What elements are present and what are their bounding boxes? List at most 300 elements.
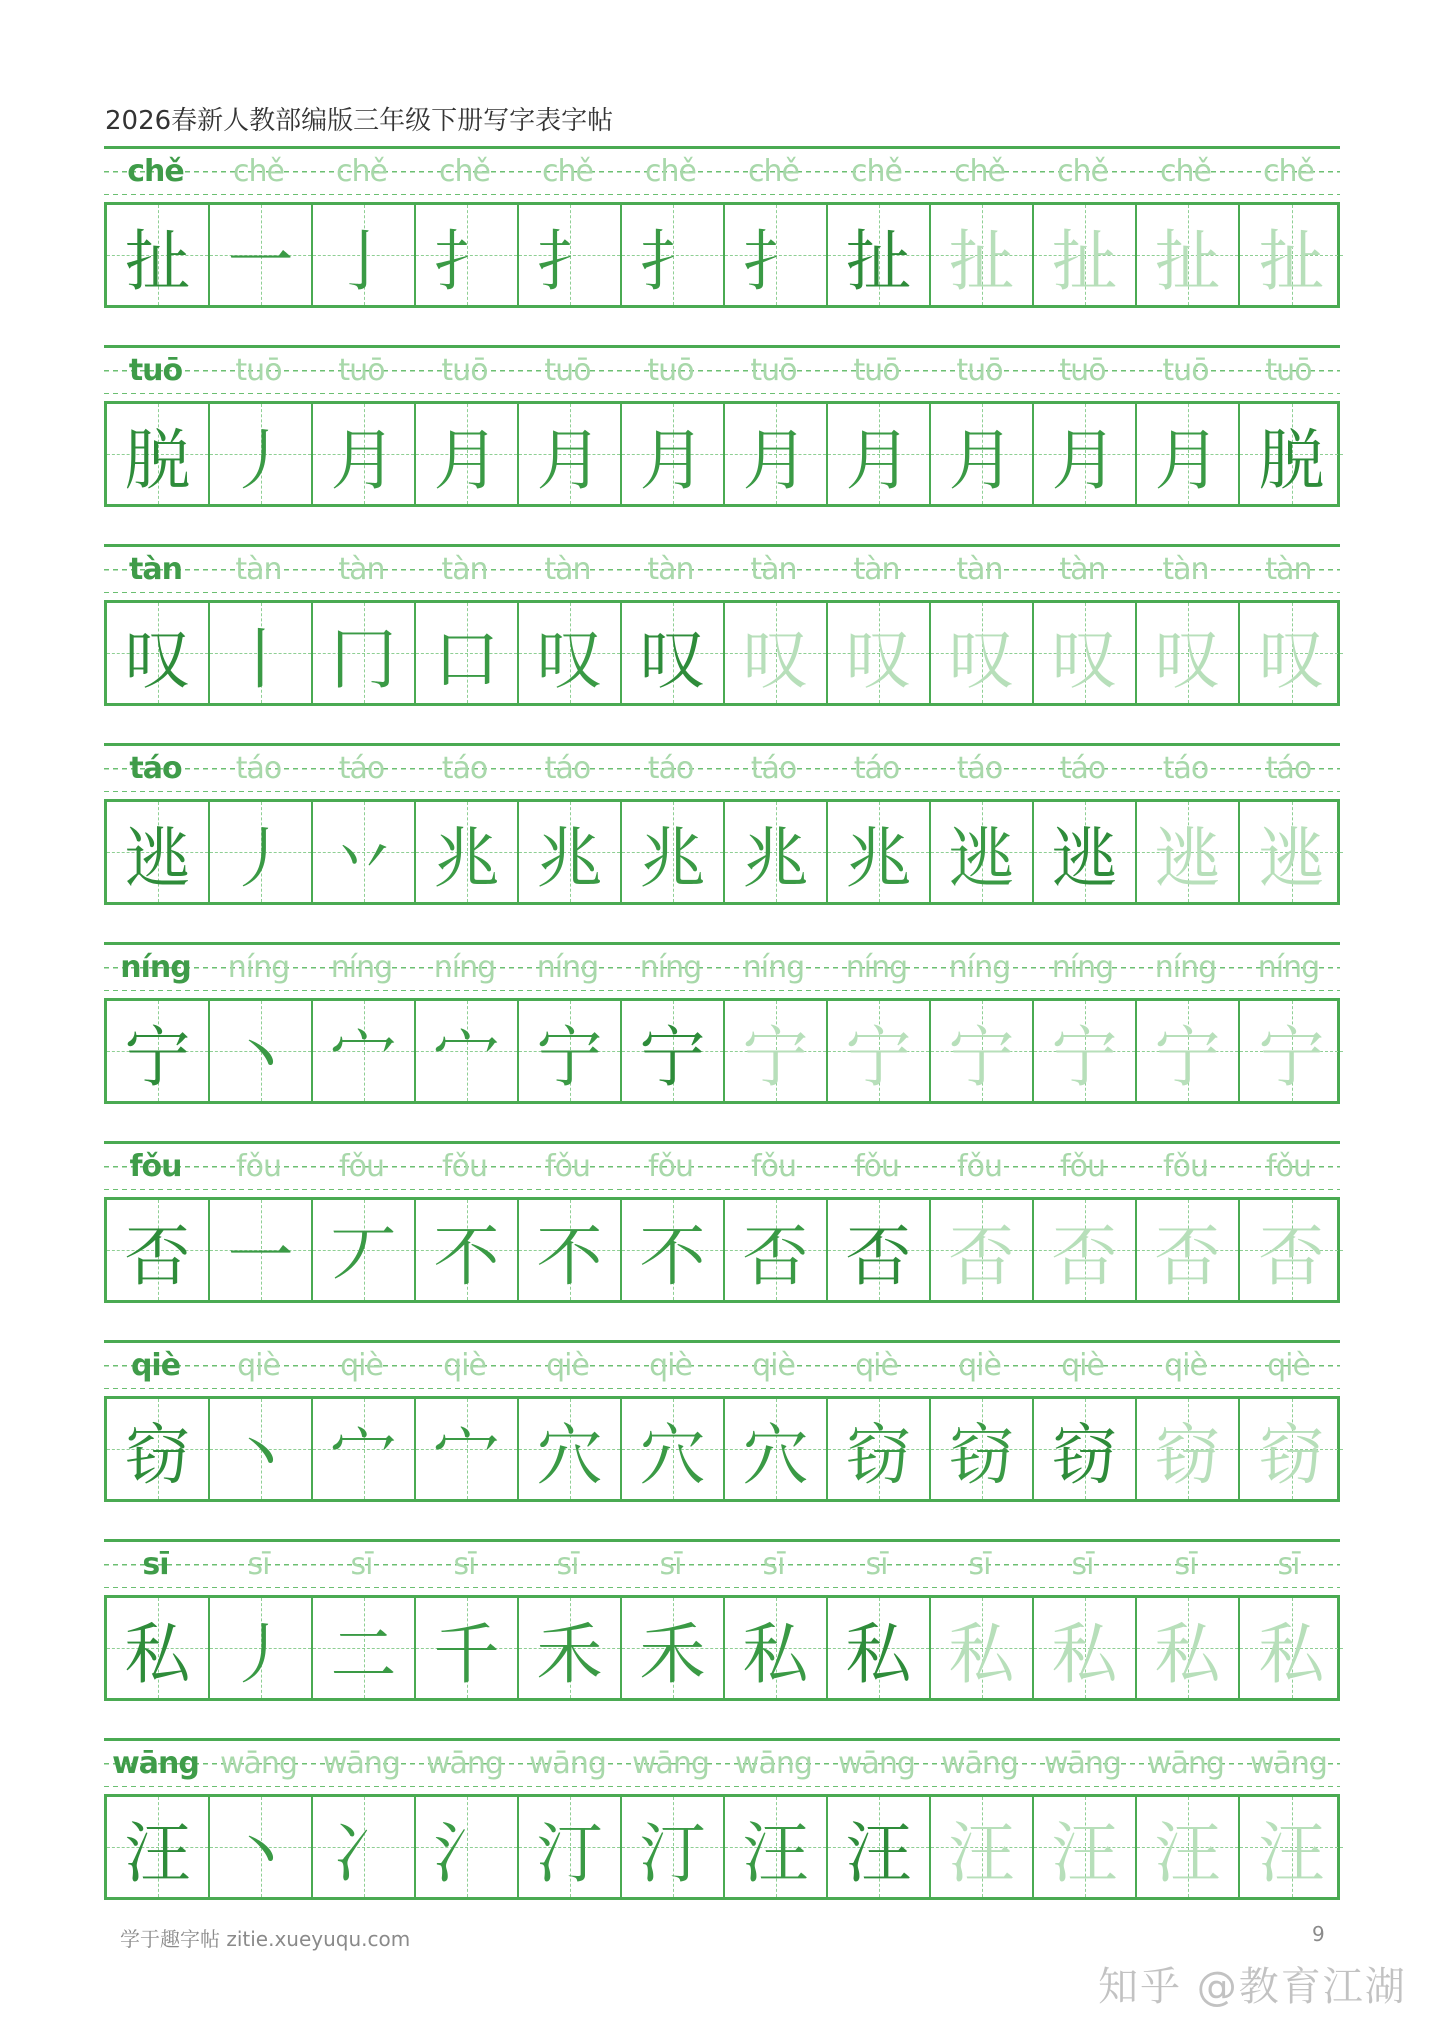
stroke-step: 丿 (227, 421, 294, 499)
stroke-step: 汪 (742, 1814, 809, 1892)
pinyin-band (104, 743, 1340, 792)
stroke-step: 月 (536, 421, 603, 499)
pinyin-trace: wāng (529, 1746, 606, 1781)
model-character: 汪 (124, 1814, 191, 1892)
grid-cell (1137, 1200, 1240, 1300)
stroke-step: 一 (227, 1217, 294, 1295)
pinyin-trace: níng (1051, 950, 1114, 985)
stroke-step: 汀 (536, 1814, 603, 1892)
pinyin-trace: wāng (1044, 1746, 1121, 1781)
stroke-step: 扯 (845, 222, 912, 300)
stroke-step: 丷 (330, 819, 397, 897)
model-character: 宁 (124, 1018, 191, 1096)
grid-cell (210, 404, 313, 504)
pinyin-trace: táo (956, 751, 1003, 786)
pinyin-trace: táo (1162, 751, 1209, 786)
pinyin-trace: tàn (647, 552, 694, 587)
pinyin-trace: fǒu (751, 1149, 796, 1184)
grid-cell (416, 1797, 519, 1897)
stroke-step: 月 (948, 421, 1015, 499)
stroke-step: 兆 (639, 819, 706, 897)
stroke-step: 逃 (1051, 819, 1118, 897)
grid-cell (931, 802, 1034, 902)
grid-cell (1137, 802, 1240, 902)
pinyin-label: wāng (112, 1746, 199, 1781)
pinyin-trace: qiè (855, 1348, 898, 1383)
character-grid (104, 600, 1340, 706)
stroke-step: 否 (742, 1217, 809, 1295)
trace-character: 否 (1154, 1217, 1221, 1295)
pinyin-trace: níng (639, 950, 702, 985)
pinyin-trace: sī (1071, 1547, 1094, 1582)
pinyin-trace: fǒu (648, 1149, 693, 1184)
character-grid (104, 1794, 1340, 1900)
trace-character: 宁 (1051, 1018, 1118, 1096)
grid-cell (107, 1598, 210, 1698)
pinyin-trace: qiè (546, 1348, 589, 1383)
pinyin-trace: tàn (750, 552, 797, 587)
trace-character: 宁 (742, 1018, 809, 1096)
pinyin-trace: tàn (235, 552, 282, 587)
grid-cell (828, 1399, 931, 1499)
grid-cell (828, 1200, 931, 1300)
stroke-step: 宀 (433, 1018, 500, 1096)
stroke-step: 宀 (330, 1416, 397, 1494)
grid-cell (828, 603, 931, 703)
model-character: 逃 (124, 819, 191, 897)
pinyin-trace: sī (968, 1547, 991, 1582)
grid-cell (519, 603, 622, 703)
grid-cell (1240, 205, 1343, 305)
grid-cell (519, 1200, 622, 1300)
trace-character: 逃 (1258, 819, 1325, 897)
pinyin-trace: wāng (426, 1746, 503, 1781)
grid-cell (519, 1001, 622, 1101)
pinyin-trace: qiè (649, 1348, 692, 1383)
pinyin-trace: qiè (340, 1348, 383, 1383)
pinyin-trace: wāng (632, 1746, 709, 1781)
pinyin-trace: qiè (752, 1348, 795, 1383)
trace-character: 叹 (1051, 620, 1118, 698)
trace-character: 扯 (948, 222, 1015, 300)
pinyin-trace: tuō (338, 353, 385, 388)
pinyin-trace: táo (750, 751, 797, 786)
stroke-step: 叹 (536, 620, 603, 698)
pinyin-label: chě (127, 154, 184, 189)
stroke-step: 月 (433, 421, 500, 499)
grid-cell (725, 1399, 828, 1499)
grid-cell (107, 404, 210, 504)
trace-character: 扯 (1154, 222, 1221, 300)
stroke-step: 氵 (433, 1814, 500, 1892)
pinyin-trace: wāng (735, 1746, 812, 1781)
stroke-step: 兆 (433, 819, 500, 897)
pinyin-trace: fǒu (236, 1149, 281, 1184)
grid-cell (931, 1399, 1034, 1499)
grid-cell (931, 1200, 1034, 1300)
stroke-step: 扌 (536, 222, 603, 300)
stroke-step: 扌 (742, 222, 809, 300)
model-character: 私 (124, 1615, 191, 1693)
grid-cell (210, 1598, 313, 1698)
stroke-step: 不 (639, 1217, 706, 1295)
pinyin-trace: tàn (338, 552, 385, 587)
pinyin-trace: tàn (544, 552, 591, 587)
grid-cell (107, 205, 210, 305)
pinyin-trace: qiè (237, 1348, 280, 1383)
pinyin-trace: wāng (1147, 1746, 1224, 1781)
grid-cell (1034, 1001, 1137, 1101)
grid-cell (416, 1399, 519, 1499)
pinyin-trace: tuō (750, 353, 797, 388)
grid-cell (725, 1001, 828, 1101)
pinyin-band (104, 1539, 1340, 1588)
grid-cell (622, 1399, 725, 1499)
grid-cell (1034, 1598, 1137, 1698)
grid-cell (828, 205, 931, 305)
grid-cell (1240, 404, 1343, 504)
trace-character: 汪 (1154, 1814, 1221, 1892)
practice-row (104, 1340, 1340, 1520)
stroke-step: 宀 (433, 1416, 500, 1494)
grid-cell (1137, 404, 1240, 504)
grid-cell (210, 603, 313, 703)
pinyin-trace: níng (536, 950, 599, 985)
pinyin-trace: tàn (441, 552, 488, 587)
grid-cell (1240, 603, 1343, 703)
stroke-step: 私 (742, 1615, 809, 1693)
pinyin-band (104, 146, 1340, 195)
grid-cell (725, 1598, 828, 1698)
pinyin-trace: tuō (853, 353, 900, 388)
grid-cell (416, 205, 519, 305)
stroke-step: 否 (845, 1217, 912, 1295)
trace-character: 汪 (1051, 1814, 1118, 1892)
trace-character: 叹 (845, 620, 912, 698)
pinyin-trace: tuō (441, 353, 488, 388)
stroke-step: 兆 (742, 819, 809, 897)
grid-cell (1240, 802, 1343, 902)
trace-character: 私 (1154, 1615, 1221, 1693)
character-grid (104, 202, 1340, 308)
grid-cell (828, 1797, 931, 1897)
grid-cell (313, 1399, 416, 1499)
pinyin-trace: tuō (1265, 353, 1312, 388)
pinyin-label: tàn (129, 552, 182, 587)
stroke-step: 汪 (845, 1814, 912, 1892)
pinyin-trace: chě (748, 154, 799, 189)
practice-row (104, 743, 1340, 923)
pinyin-label: fǒu (129, 1149, 182, 1184)
grid-cell (1034, 205, 1137, 305)
grid-cell (107, 1001, 210, 1101)
pinyin-trace: qiè (958, 1348, 1001, 1383)
pinyin-band (104, 1340, 1340, 1389)
pinyin-trace: níng (742, 950, 805, 985)
pinyin-trace: chě (233, 154, 284, 189)
grid-cell (107, 1399, 210, 1499)
grid-cell (931, 1598, 1034, 1698)
pinyin-band (104, 1141, 1340, 1190)
pinyin-trace: fǒu (442, 1149, 487, 1184)
watermark-text: 知乎 @教育江湖 (1098, 1964, 1407, 2010)
stroke-step: 穴 (639, 1416, 706, 1494)
stroke-step: 穴 (536, 1416, 603, 1494)
stroke-step: 二 (330, 1615, 397, 1693)
pinyin-trace: níng (1257, 950, 1320, 985)
stroke-step: 禾 (536, 1615, 603, 1693)
grid-cell (725, 404, 828, 504)
pinyin-trace: chě (336, 154, 387, 189)
grid-cell (107, 802, 210, 902)
model-character: 脱 (124, 421, 191, 499)
stroke-step: 丨 (227, 620, 294, 698)
stroke-step: 一 (227, 222, 294, 300)
grid-cell (107, 1797, 210, 1897)
stroke-step: 口 (433, 620, 500, 698)
pinyin-trace: chě (1057, 154, 1108, 189)
trace-character: 私 (948, 1615, 1015, 1693)
grid-cell (313, 404, 416, 504)
stroke-step: 穴 (742, 1416, 809, 1494)
grid-cell (828, 802, 931, 902)
pinyin-trace: táo (647, 751, 694, 786)
pinyin-trace: fǒu (1060, 1149, 1105, 1184)
stroke-step: 兆 (845, 819, 912, 897)
character-grid (104, 401, 1340, 507)
grid-cell (210, 1797, 313, 1897)
trace-character: 宁 (1154, 1018, 1221, 1096)
pinyin-band (104, 942, 1340, 991)
pinyin-band (104, 544, 1340, 593)
pinyin-trace: sī (865, 1547, 888, 1582)
grid-cell (622, 1001, 725, 1101)
pinyin-trace: fǒu (1266, 1149, 1311, 1184)
stroke-step: 月 (845, 421, 912, 499)
trace-character: 窃 (1154, 1416, 1221, 1494)
pinyin-trace: fǒu (545, 1149, 590, 1184)
stroke-step: 月 (742, 421, 809, 499)
pinyin-trace: tuō (235, 353, 282, 388)
stroke-step: 千 (433, 1615, 500, 1693)
grid-cell (210, 802, 313, 902)
page-number: 9 (1312, 1922, 1325, 1946)
grid-cell (519, 1598, 622, 1698)
grid-cell (519, 1797, 622, 1897)
grid-cell (1137, 603, 1240, 703)
grid-cell (1034, 802, 1137, 902)
grid-cell (416, 802, 519, 902)
grid-cell (725, 802, 828, 902)
character-grid (104, 1396, 1340, 1502)
trace-character: 扯 (1258, 222, 1325, 300)
pinyin-trace: táo (338, 751, 385, 786)
pinyin-trace: tàn (1265, 552, 1312, 587)
trace-character: 宁 (948, 1018, 1015, 1096)
pinyin-trace: qiè (1164, 1348, 1207, 1383)
stroke-step: 冫 (330, 1814, 397, 1892)
practice-row (104, 1141, 1340, 1321)
grid-cell (519, 404, 622, 504)
practice-row (104, 1539, 1340, 1719)
pinyin-trace: fǒu (854, 1149, 899, 1184)
grid-cell (1034, 404, 1137, 504)
grid-cell (107, 1200, 210, 1300)
grid-cell (1137, 205, 1240, 305)
grid-cell (1137, 1399, 1240, 1499)
trace-character: 宁 (1258, 1018, 1325, 1096)
stroke-step: 兆 (536, 819, 603, 897)
pinyin-trace: tuō (647, 353, 694, 388)
pinyin-trace: chě (851, 154, 902, 189)
trace-character: 窃 (1258, 1416, 1325, 1494)
pinyin-trace: tàn (853, 552, 900, 587)
grid-cell (519, 1399, 622, 1499)
stroke-step: 冂 (330, 620, 397, 698)
grid-cell (313, 1797, 416, 1897)
model-character: 叹 (124, 620, 191, 698)
trace-character: 汪 (948, 1814, 1015, 1892)
grid-cell (1034, 1200, 1137, 1300)
grid-cell (1137, 1598, 1240, 1698)
grid-cell (828, 404, 931, 504)
stroke-step: 不 (536, 1217, 603, 1295)
grid-cell (931, 205, 1034, 305)
pinyin-trace: sī (1174, 1547, 1197, 1582)
stroke-step: 扌 (433, 222, 500, 300)
grid-cell (1240, 1001, 1343, 1101)
stroke-step: 脱 (1258, 421, 1325, 499)
character-grid (104, 799, 1340, 905)
pinyin-label: sī (142, 1547, 169, 1582)
grid-cell (1240, 1797, 1343, 1897)
stroke-step: 丶 (227, 1416, 294, 1494)
grid-cell (1034, 1797, 1137, 1897)
trace-character: 逃 (1154, 819, 1221, 897)
grid-cell (931, 404, 1034, 504)
pinyin-trace: níng (227, 950, 290, 985)
character-grid (104, 998, 1340, 1104)
character-grid (104, 1595, 1340, 1701)
grid-cell (210, 205, 313, 305)
grid-cell (210, 1399, 313, 1499)
grid-cell (931, 1001, 1034, 1101)
pinyin-trace: chě (1263, 154, 1314, 189)
trace-character: 汪 (1258, 1814, 1325, 1892)
stroke-step: 月 (330, 421, 397, 499)
page-title: 2026春新人教部编版三年级下册写字表字帖 (105, 106, 614, 136)
grid-cell (622, 802, 725, 902)
pinyin-trace: sī (659, 1547, 682, 1582)
pinyin-trace: níng (1154, 950, 1217, 985)
character-grid (104, 1197, 1340, 1303)
stroke-step: 丶 (227, 1018, 294, 1096)
grid-cell (416, 404, 519, 504)
grid-cell (416, 603, 519, 703)
pinyin-trace: níng (433, 950, 496, 985)
pinyin-trace: táo (544, 751, 591, 786)
stroke-step: 丆 (330, 1217, 397, 1295)
grid-cell (1137, 1797, 1240, 1897)
pinyin-trace: chě (542, 154, 593, 189)
model-character: 扯 (124, 222, 191, 300)
grid-cell (313, 1200, 416, 1300)
trace-character: 私 (1051, 1615, 1118, 1693)
pinyin-band (104, 345, 1340, 394)
grid-cell (622, 1200, 725, 1300)
trace-character: 否 (1051, 1217, 1118, 1295)
practice-row (104, 1738, 1340, 1918)
model-character: 否 (124, 1217, 191, 1295)
grid-cell (622, 603, 725, 703)
pinyin-trace: chě (645, 154, 696, 189)
grid-cell (313, 205, 416, 305)
grid-cell (210, 1200, 313, 1300)
pinyin-trace: táo (235, 751, 282, 786)
grid-cell (622, 1797, 725, 1897)
pinyin-trace: wāng (220, 1746, 297, 1781)
grid-cell (519, 205, 622, 305)
grid-cell (1240, 1200, 1343, 1300)
pinyin-trace: sī (556, 1547, 579, 1582)
grid-cell (210, 1001, 313, 1101)
stroke-step: 窃 (1051, 1416, 1118, 1494)
pinyin-trace: tuō (1162, 353, 1209, 388)
stroke-step: 汀 (639, 1814, 706, 1892)
stroke-step: 月 (1154, 421, 1221, 499)
pinyin-trace: fǒu (1163, 1149, 1208, 1184)
footer-site-text: 学于趣字帖 zitie.xueyuqu.com (120, 1927, 411, 1951)
pinyin-trace: táo (441, 751, 488, 786)
grid-cell (622, 404, 725, 504)
pinyin-trace: qiè (1267, 1348, 1310, 1383)
stroke-step: 逃 (948, 819, 1015, 897)
trace-character: 私 (1258, 1615, 1325, 1693)
grid-cell (828, 1598, 931, 1698)
pinyin-trace: chě (439, 154, 490, 189)
stroke-step: 叹 (639, 620, 706, 698)
stroke-step: 宁 (536, 1018, 603, 1096)
grid-cell (725, 1200, 828, 1300)
grid-cell (931, 603, 1034, 703)
grid-cell (416, 1598, 519, 1698)
stroke-step: 不 (433, 1217, 500, 1295)
pinyin-trace: wāng (1250, 1746, 1327, 1781)
grid-cell (931, 1797, 1034, 1897)
pinyin-trace: níng (845, 950, 908, 985)
pinyin-trace: qiè (443, 1348, 486, 1383)
grid-cell (416, 1001, 519, 1101)
pinyin-label: táo (129, 751, 182, 786)
stroke-step: 月 (639, 421, 706, 499)
grid-cell (1034, 603, 1137, 703)
stroke-step: 丿 (227, 1615, 294, 1693)
model-character: 窃 (124, 1416, 191, 1494)
pinyin-trace: sī (762, 1547, 785, 1582)
stroke-step: 月 (1051, 421, 1118, 499)
pinyin-band (104, 1738, 1340, 1787)
pinyin-trace: táo (1059, 751, 1106, 786)
trace-character: 叹 (948, 620, 1015, 698)
grid-cell (313, 1598, 416, 1698)
trace-character: 叹 (742, 620, 809, 698)
grid-cell (622, 205, 725, 305)
pinyin-trace: wāng (323, 1746, 400, 1781)
stroke-step: 宀 (330, 1018, 397, 1096)
grid-cell (725, 205, 828, 305)
pinyin-trace: tuō (1059, 353, 1106, 388)
pinyin-label: qiè (130, 1348, 181, 1383)
